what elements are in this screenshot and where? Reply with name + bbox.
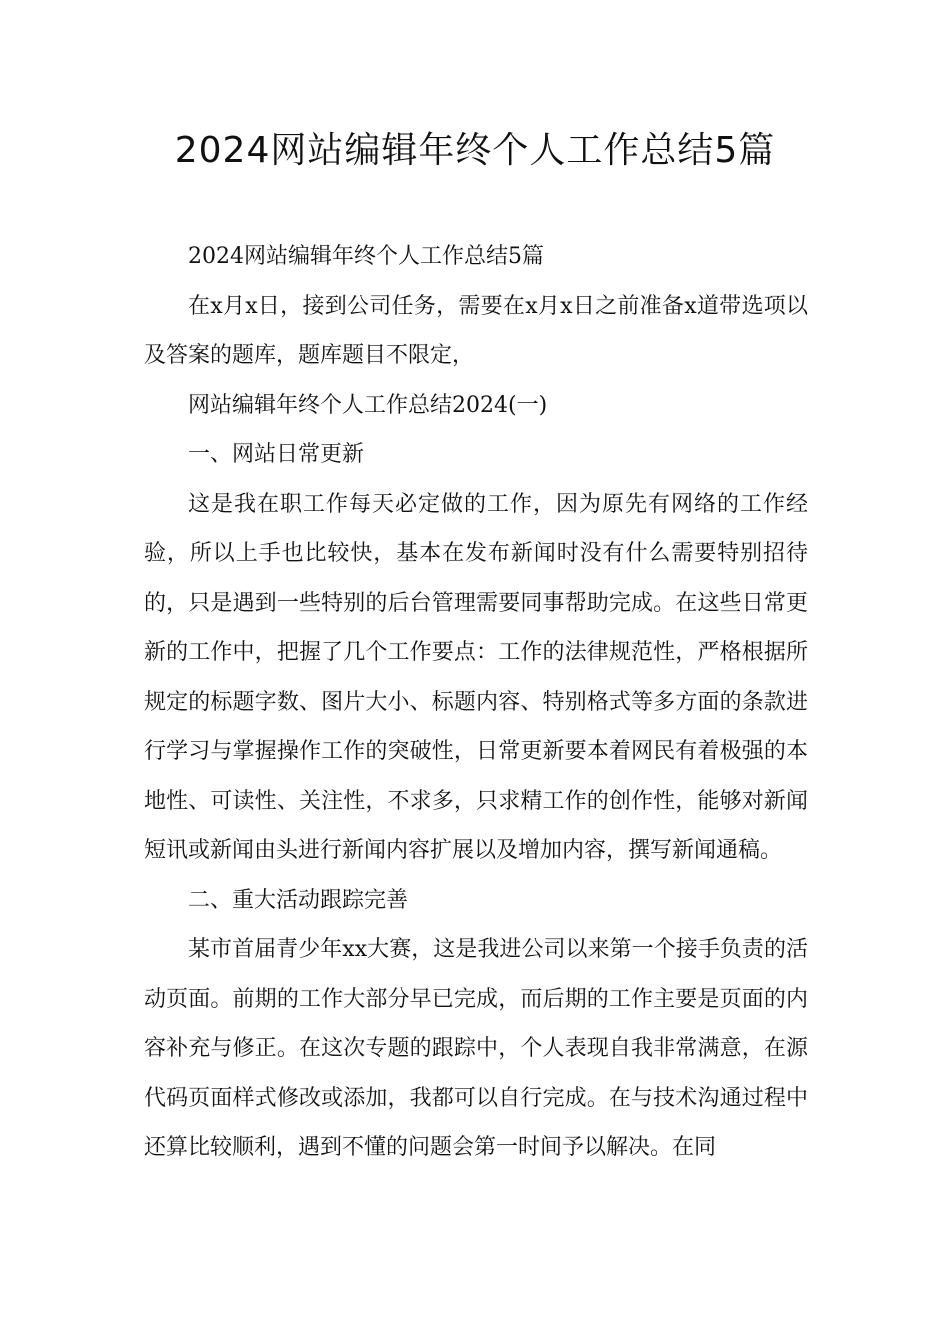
paragraph-body-2: 某市首届青少年xx大赛，这是我进公司以来第一个接手负责的活动页面。前期的工作大部分早已完成，而后期的工作主要是页面的内容补充与修正。在这次专题的跟踪中，个人表现自我非常满意，在源代码页面样式修改或添加，我都可以自行完成。在与技术沟通过程中还算比较顺利，遇到不懂的问题会第一时间予以解决。在同	[144, 937, 808, 1160]
paragraph-body-1: 这是我在职工作每天必定做的工作，因为原先有网络的工作经验，所以上手也比较快，基本在发布新闻时没有什么需要特别招待的，只是遇到一些特别的后台管理需要同事帮助完成。在这些日常更新的工作中，把握了几个工作要点：工作的法律规范性，严格根据所规定的标题字数、图片大小、标题内容、特别格式等多方面的条款进行学习与掌握操作工作的突破性，日常更新要本着网民有着极强的本地性、可读性、关注性，不求多，只求精工作的创作性，能够对新闻短讯或新闻由头进行新闻内容扩展以及增加内容，撰写新闻通稿。	[144, 491, 808, 863]
paragraph-heading-2: 二、重大活动跟踪完善	[188, 887, 409, 913]
paragraph-section-heading: 网站编辑年终个人工作总结2024(一)	[188, 392, 548, 418]
paragraph-subtitle: 2024网站编辑年终个人工作总结5篇	[188, 244, 544, 269]
paragraph-intro: 在x月x日，接到公司任务，需要在x月x日之前准备x道带选项以及答案的题库，题库题目不限定，	[144, 293, 808, 368]
document-title: 2024网站编辑年终个人工作总结5篇	[174, 130, 776, 171]
document-body	[144, 232, 808, 1173]
paragraph-heading-1: 一、网站日常更新	[188, 442, 365, 467]
